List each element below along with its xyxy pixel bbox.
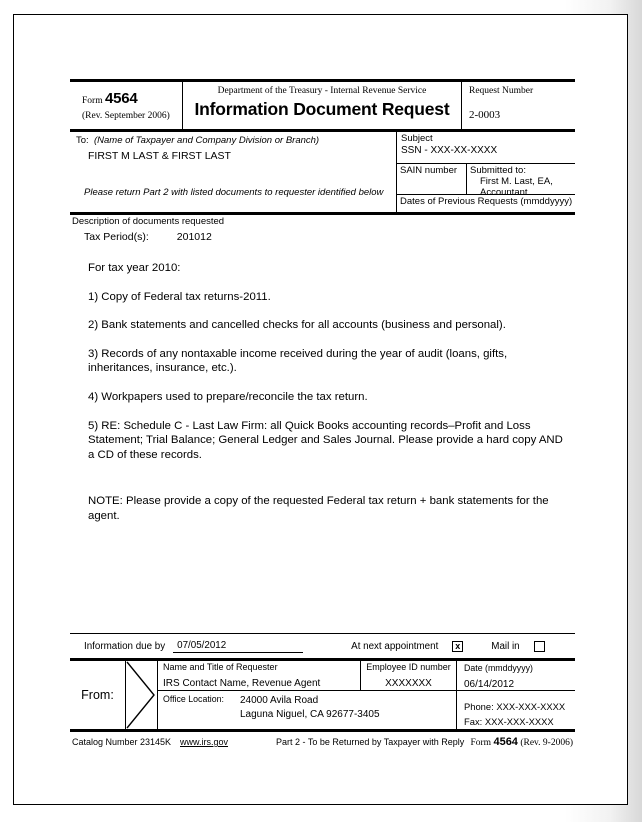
subject-column [397, 132, 575, 212]
footer-form-revision: (Rev. 9-2006) [520, 738, 573, 748]
information-due-date[interactable]: 07/05/2012 [173, 640, 303, 653]
irs-website-link[interactable]: www.irs.gov [180, 737, 229, 747]
employee-id-value: XXXXXXX [385, 678, 432, 689]
information-due-row [70, 634, 575, 658]
subject-cell [397, 132, 575, 164]
subject-value: SSN - XXX-XX-XXXX [401, 144, 498, 156]
tax-period-row [70, 227, 575, 243]
submitted-to-line-1: First M. Last, EA, [480, 176, 553, 188]
to-hint: (Name of Taxpayer and Company Division or Branch) [93, 135, 320, 146]
at-next-appointment-label: At next appointment [351, 640, 439, 652]
submitted-to-line-2: Accountant [480, 187, 528, 199]
mail-in-label: Mail in [491, 640, 520, 652]
previous-requests-label: Dates of Previous Requests (mmddyyyy) [400, 196, 573, 207]
tax-period-label: Tax Period(s): [84, 231, 149, 243]
requested-item: 1) Copy of Federal tax returns-2011. [88, 290, 271, 303]
body-intro: For tax year 2010: [88, 262, 181, 274]
previous-requests-cell [397, 195, 575, 212]
to-label-row [76, 135, 396, 146]
submitted-to-cell [467, 164, 575, 199]
documents-requested-body [70, 243, 575, 633]
request-number-cell [462, 82, 575, 129]
from-row-office [158, 691, 575, 729]
to-cell [70, 132, 397, 212]
description-header: Description of documents requested [72, 216, 225, 227]
requester-value: IRS Contact Name, Revenue Agent [163, 678, 321, 689]
subject-label: Subject [401, 133, 433, 144]
tax-period-value: 201012 [176, 231, 212, 243]
from-details [158, 661, 575, 729]
office-address-line-2: Laguna Niguel, CA 92677-3405 [239, 709, 380, 720]
request-number-value: 2-0003 [469, 109, 501, 121]
sain-label: SAIN number [400, 165, 458, 176]
form-word: Form [82, 96, 103, 106]
agency-line: Department of the Treasury - Internal Revenue Service [217, 86, 427, 96]
page-title: Information Document Request [194, 99, 450, 119]
date-cell [457, 661, 575, 690]
office-address-line-1: 24000 Avila Road [239, 695, 319, 706]
requester-cell [158, 661, 361, 690]
requester-label: Name and Title of Requester [163, 662, 278, 672]
body-note: NOTE: Please provide a copy of the requested Federal tax return + bank statements for the agent. [88, 495, 549, 522]
from-label: From: [70, 661, 126, 729]
requested-item: 3) Records of any nontaxable income received during the year of audit (loans, gifts, inheritances, insurance, etc.). [88, 347, 508, 375]
form-number: 4564 [104, 90, 138, 107]
employee-id-label: Employee ID number [366, 662, 451, 672]
footer-form-value: 4564 [493, 736, 518, 748]
request-number-label: Request Number [469, 86, 534, 96]
recipient-subject-band [70, 132, 575, 212]
form-4564 [70, 79, 575, 748]
office-location-cell [158, 691, 457, 729]
taxpayer-name: FIRST M LAST & FIRST LAST [88, 150, 231, 162]
form-number-cell [70, 82, 183, 129]
mail-in-checkbox[interactable] [534, 641, 545, 652]
return-part-2-note: Please return Part 2 with listed documents to requester identified below [84, 187, 384, 198]
document-page [13, 14, 628, 805]
requested-item: 2) Bank statements and cancelled checks for all accounts (business and personal). [88, 319, 506, 332]
footer-form-label: Form [470, 738, 492, 748]
footer-form-number [470, 736, 575, 748]
submitted-to-label: Submitted to: [470, 165, 526, 176]
requested-item: 5) RE: Schedule C - Last Law Firm: all Quick Books accounting records–Profit and Loss Statement; Trial Balance; General Ledger and Sales Journal. Please provide a hard copy AND a CD of these records. [88, 419, 563, 461]
chevron-right-icon [126, 661, 158, 729]
form-number-line [82, 91, 182, 107]
part-note: Part 2 - To be Returned by Taxpayer with Reply [276, 737, 465, 747]
date-label: Date (mmddyyyy) [464, 663, 533, 673]
sain-submitted-row [397, 164, 575, 199]
information-due-label: Information due by [84, 640, 166, 652]
office-location-label: Office Location: [163, 694, 224, 704]
date-value: 06/14/2012 [464, 679, 515, 690]
requested-item: 4) Workpapers used to prepare/reconcile the tax return. [88, 390, 368, 403]
from-block [70, 661, 575, 729]
at-next-appointment-checkbox[interactable]: x [452, 641, 463, 652]
sain-cell [397, 164, 467, 194]
form-footer [70, 732, 575, 748]
form-header-band [70, 82, 575, 129]
form-revision: (Rev. September 2006) [82, 110, 170, 121]
from-row-requester [158, 661, 575, 691]
contact-cell [457, 691, 575, 729]
phone-value: Phone: XXX-XXX-XXXX [464, 701, 566, 712]
office-address [240, 694, 380, 729]
form-title-cell [183, 82, 462, 129]
to-label: To: [76, 135, 89, 146]
catalog-number: Catalog Number 23145K [72, 737, 172, 747]
fax-value: Fax: XXX-XXX-XXXX [464, 715, 554, 727]
employee-id-cell [361, 661, 457, 690]
